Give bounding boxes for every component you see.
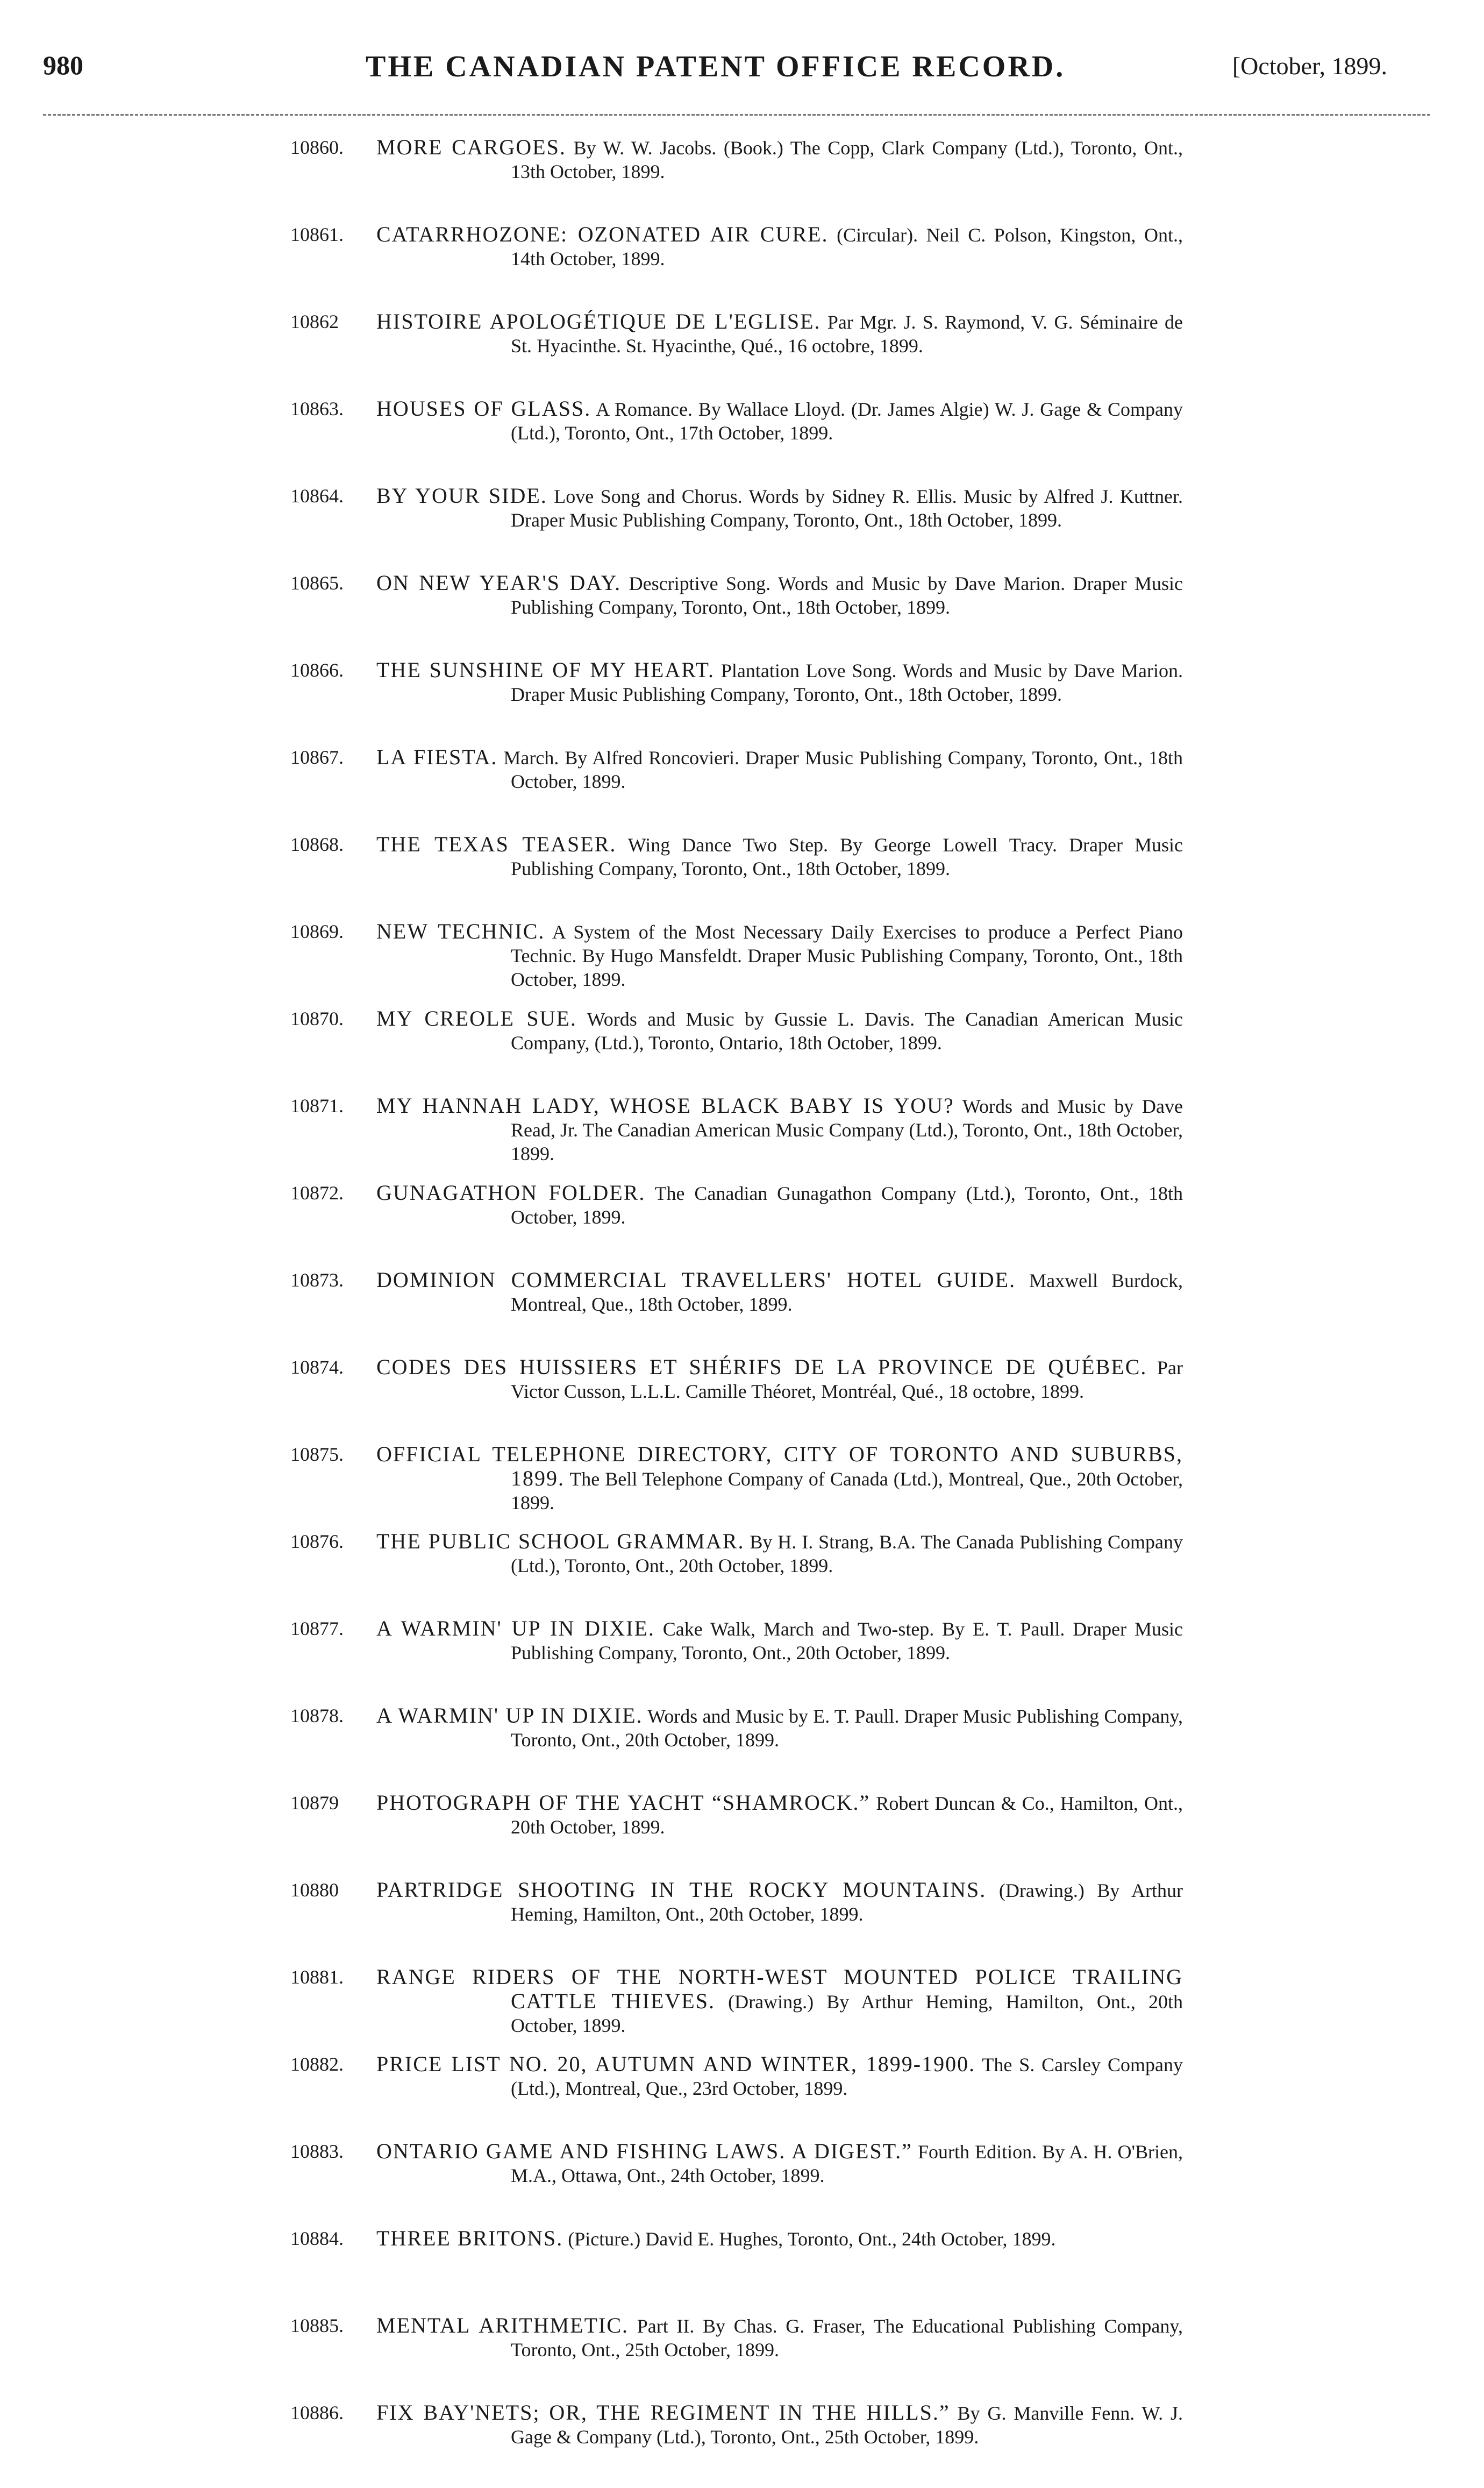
entry-text: Fourth Edition. By A. H. O'Brien, M.A., Ottawa, Ont., 24th October, 1899. (511, 2141, 1183, 2186)
list-item (290, 1355, 1183, 1442)
entry-text: Cake Walk, March and Two-step. By E. T. Paull. Draper Music Publishing Company, Toronto, Ont., 20th October, 1899. (511, 1618, 1183, 1664)
entry-text: The S. Carsley Company (Ltd.), Montreal, Que., 23rd October, 1899. (511, 2054, 1183, 2099)
entry-title: GUNAGATHON FOLDER. (376, 1181, 646, 1205)
entry-number: 10880 (290, 1879, 339, 1901)
entry-text: Maxwell Burdock, Montreal, Que., 18th October, 1899. (511, 1270, 1183, 1315)
entry-title: HOUSES OF GLASS. (376, 396, 591, 421)
entry-list (290, 136, 1183, 2488)
entry-number: 10871. (290, 1095, 344, 1117)
page-number: 980 (43, 50, 83, 80)
entry-text: (Circular). Neil C. Polson, Kingston, Ont., 14th October, 1899. (511, 224, 1183, 269)
list-item (290, 1442, 1183, 1530)
entry-number: 10869. (290, 921, 344, 942)
entry-number: 10886. (290, 2402, 344, 2423)
entry-text: By W. W. Jacobs. (Book.) The Copp, Clark Company (Ltd.), Toronto, Ont., 13th October, 1899. (511, 137, 1183, 182)
entry-number: 10863. (290, 398, 344, 420)
list-item (290, 658, 1183, 745)
entry-number: 10878. (290, 1705, 344, 1726)
journal-title: THE CANADIAN PATENT OFFICE RECORD. (366, 50, 1066, 83)
list-item (290, 1094, 1183, 1181)
entry-number: 10882. (290, 2053, 344, 2075)
entry-number: 10885. (290, 2315, 344, 2336)
list-item (290, 745, 1183, 833)
entry-title: LA FIESTA. (376, 745, 498, 769)
entry-number: 10875. (290, 1444, 344, 1465)
entry-number: 10876. (290, 1531, 344, 1552)
list-item (290, 2227, 1183, 2314)
list-item (290, 833, 1183, 920)
entry-number: 10883. (290, 2141, 344, 2162)
entry-text: Plantation Love Song. Words and Music by Dave Marion. Draper Music Publishing Company, Toronto, Ont., 18th October, 1899. (511, 660, 1183, 705)
entry-title: OFFICIAL TELEPHONE DIRECTORY, CITY OF TORONTO AND SUBURBS, 1899. (376, 1442, 1183, 1490)
entry-title: FIX BAY'NETS; OR, THE REGIMENT IN THE HILLS.” (376, 2400, 950, 2425)
entry-text: (Picture.) David E. Hughes, Toronto, Ont., 24th October, 1899. (568, 2228, 1056, 2250)
entry-title: PHOTOGRAPH OF THE YACHT “SHAMROCK.” (376, 1790, 871, 1815)
entry-title: MORE CARGOES. (376, 135, 566, 159)
entry-title: MY HANNAH LADY, WHOSE BLACK BABY IS YOU? (376, 1093, 954, 1118)
header-rule (43, 114, 1430, 116)
entry-title: THE SUNSHINE OF MY HEART. (376, 658, 715, 682)
list-item (290, 2139, 1183, 2227)
entry-text: A Romance. By Wallace Lloyd. (Dr. James Algie) W. J. Gage & Company (Ltd.), Toronto, Ont., 17th October, 1899. (511, 399, 1183, 444)
entry-text: The Bell Telephone Company of Canada (Ltd.), Montreal, Que., 20th October, 1899. (511, 1468, 1183, 1513)
list-item (290, 1530, 1183, 1617)
entry-number: 10868. (290, 834, 344, 855)
entry-title: CODES DES HUISSIERS ET SHÉRIFS DE LA PROVINCE DE QUÉBEC. (376, 1355, 1147, 1379)
list-item (290, 1965, 1183, 2052)
entry-number: 10877. (290, 1618, 344, 1639)
entry-title: BY YOUR SIDE. (376, 484, 547, 508)
entry-title: ON NEW YEAR'S DAY. (376, 571, 622, 595)
entry-text: The Canadian Gunagathon Company (Ltd.), Toronto, Ont., 18th October, 1899. (511, 1183, 1183, 1228)
entry-text: Par Mgr. J. S. Raymond, V. G. Séminaire de St. Hyacinthe. St. Hyacinthe, Qué., 16 octobre, 1899. (511, 311, 1183, 357)
entry-title: A WARMIN' UP IN DIXIE. (376, 1703, 643, 1728)
entry-text: Words and Music by Dave Read, Jr. The Canadian American Music Company (Ltd.), Toronto, Ont., 18th October, 1899. (511, 1096, 1183, 1164)
entry-text: Robert Duncan & Co., Hamilton, Ont., 20th October, 1899. (511, 1793, 1183, 1838)
entry-text: March. By Alfred Roncovieri. Draper Music Publishing Company, Toronto, Ont., 18th October, 1899. (503, 747, 1183, 792)
issue-date: [October, 1899. (1232, 52, 1387, 80)
entry-text: (Drawing.) By Arthur Heming, Hamilton, Ont., 20th October, 1899. (511, 1991, 1183, 2036)
list-item (290, 1791, 1183, 1878)
entry-title: THREE BRITONS. (376, 2226, 563, 2250)
entry-number: 10861. (290, 224, 344, 245)
entry-text: Wing Dance Two Step. By George Lowell Tracy. Draper Music Publishing Company, Toronto, Ont., 18th October, 1899. (511, 834, 1183, 879)
entry-number: 10864. (290, 485, 344, 507)
entry-number: 10874. (290, 1356, 344, 1378)
list-item (290, 1181, 1183, 1268)
list-item (290, 1007, 1183, 1094)
list-item (290, 310, 1183, 397)
list-item (290, 397, 1183, 484)
list-item (290, 223, 1183, 310)
entry-title: MENTAL ARITHMETIC. (376, 2313, 629, 2337)
entry-number: 10879 (290, 1792, 339, 1814)
entry-text: By H. I. Strang, B.A. The Canada Publishing Company (Ltd.), Toronto, Ont., 20th October, 1899. (511, 1531, 1183, 1576)
entry-text: By G. Manville Fenn. W. J. Gage & Company (Ltd.), Toronto, Ont., 25th October, 1899. (511, 2402, 1183, 2448)
list-item (290, 1704, 1183, 1791)
entry-title: CATARRHOZONE: OZONATED AIR CURE. (376, 222, 829, 246)
entry-number: 10860. (290, 137, 344, 158)
entry-number: 10867. (290, 747, 344, 768)
list-item (290, 2401, 1183, 2488)
entry-title: DOMINION COMMERCIAL TRAVELLERS' HOTEL GUIDE. (376, 1268, 1016, 1292)
list-item (290, 484, 1183, 571)
entry-text: A System of the Most Necessary Daily Exercises to produce a Perfect Piano Technic. By Hugo Mansfeldt. Draper Music Publishing Company, Toronto, Ont., 18th October, 1899. (511, 921, 1183, 990)
list-item (290, 1268, 1183, 1355)
list-item (290, 2314, 1183, 2401)
list-item (290, 136, 1183, 223)
entry-text: (Drawing.) By Arthur Heming, Hamilton, Ont., 20th October, 1899. (511, 1880, 1183, 1925)
entry-text: Words and Music by Gussie L. Davis. The Canadian American Music Company, (Ltd.), Toronto, Ontario, 18th October, 1899. (511, 1008, 1183, 1054)
entry-number: 10862 (290, 311, 339, 332)
entry-text: Descriptive Song. Words and Music by Dave Marion. Draper Music Publishing Company, Toronto, Ont., 18th October, 1899. (511, 573, 1183, 618)
page-header (43, 49, 1387, 93)
entry-title: NEW TECHNIC. (376, 919, 545, 943)
entry-title: HISTOIRE APOLOGÉTIQUE DE L'EGLISE. (376, 309, 821, 333)
entry-number: 10870. (290, 1008, 344, 1029)
entry-text: Par Victor Cusson, L.L.L. Camille Théoret, Montréal, Qué., 18 octobre, 1899. (511, 1357, 1183, 1402)
list-item (290, 1878, 1183, 1965)
entry-number: 10872. (290, 1182, 344, 1204)
entry-text: Part II. By Chas. G. Fraser, The Educational Publishing Company, Toronto, Ont., 25th October, 1899. (511, 2315, 1183, 2361)
list-item (290, 920, 1183, 1007)
entry-number: 10866. (290, 659, 344, 681)
list-item (290, 1617, 1183, 1704)
entry-number: 10873. (290, 1269, 344, 1291)
entry-title: THE TEXAS TEASER. (376, 832, 617, 856)
list-item (290, 2052, 1183, 2139)
entry-text: Love Song and Chorus. Words by Sidney R. Ellis. Music by Alfred J. Kuttner. Draper Music Publishing Company, Toronto, Ont., 18th October, 1899. (511, 486, 1183, 531)
entry-text: Words and Music by E. T. Paull. Draper Music Publishing Company, Toronto, Ont., 20th October, 1899. (511, 1705, 1183, 1751)
entry-title: THE PUBLIC SCHOOL GRAMMAR. (376, 1529, 745, 1553)
entry-title: RANGE RIDERS OF THE NORTH-WEST MOUNTED POLICE TRAILING CATTLE THIEVES. (376, 1965, 1183, 2013)
entry-title: A WARMIN' UP IN DIXIE. (376, 1616, 655, 1640)
list-item (290, 571, 1183, 658)
entry-number: 10865. (290, 572, 344, 594)
entry-number: 10884. (290, 2228, 344, 2249)
entry-title: ONTARIO GAME AND FISHING LAWS. A DIGEST.” (376, 2139, 912, 2163)
entry-title: PARTRIDGE SHOOTING IN THE ROCKY MOUNTAINS. (376, 1878, 987, 1902)
entry-number: 10881. (290, 1966, 344, 1988)
entry-title: MY CREOLE SUE. (376, 1006, 577, 1030)
entry-title: PRICE LIST NO. 20, AUTUMN AND WINTER, 1899-1900. (376, 2052, 976, 2076)
